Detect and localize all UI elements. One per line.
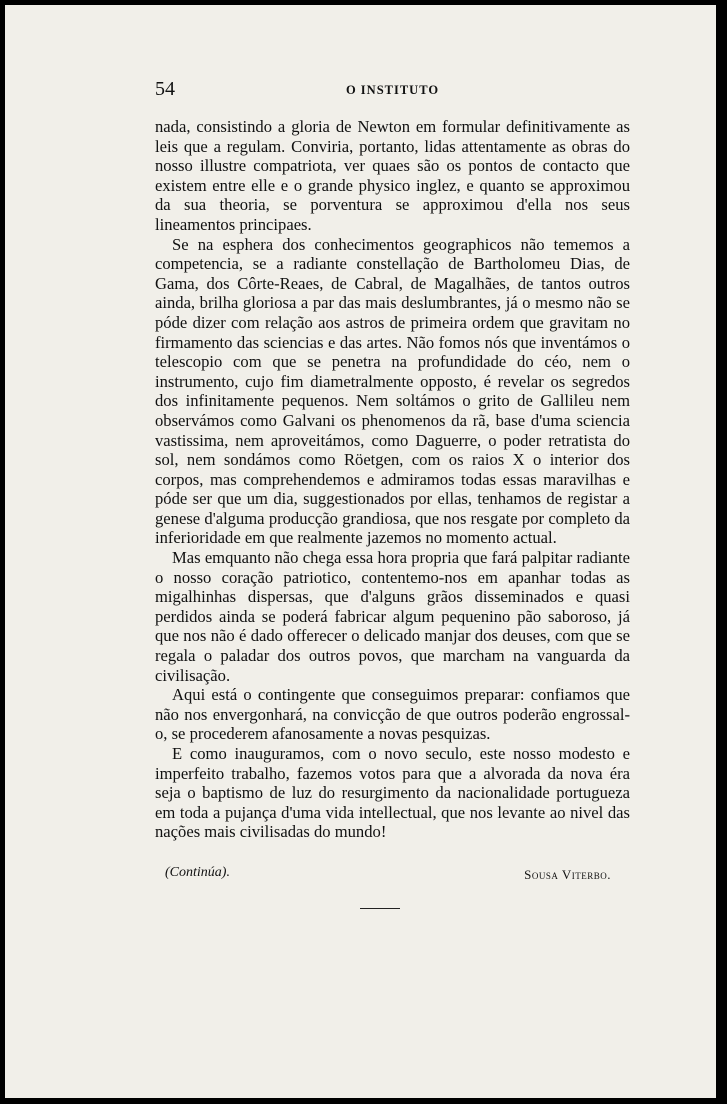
paragraph-2: Se na esphera dos conhecimentos geographicos não tememos a competencia, se a radiante constellação de Bartholomeu Dias, de Gama, dos Côrte-Reaes, de Cabral, de Magalhães, de tantos outros ainda, brilha gloriosa a par das mais deslumbrantes, já o mesmo não se póde dizer com relação aos astros de primeira ordem que gravitam no firmamento das sciencias e das artes. Não fomos nós que inventámos o telescopio com que se penetra na profundidade do céo, nem o instrumento, cujo fim diametralmente opposto, é revelar os segredos dos infinitamente pequenos. Nem soltámos o grito de Gallileu nem observámos como Galvani os phenomenos da rã, base d'uma sciencia vastissima, nem aproveitámos, como Daguerre, o poder retratista do sol, nem sondámos como Röetgen, com os raios X o interior dos corpos, mas comprehendemos e admiramos todas essas maravilhas e póde ser que um dia, suggestionados por ellas, tenhamos de registar a genese d'alguma producção grandiosa, que nos resgate por completo da inferioridade em que realmente jazemos no momento actual. xyxy=(155,234,630,548)
book-page xyxy=(5,5,716,1098)
paragraph-3: Mas emquanto não chega essa hora propria que fará palpitar radiante o nosso coração patriotico, contentemo-nos em apanhar todas as migalhinhas dispersas, que d'alguns grãos disseminados e quasi perdidos ainda se poderá fabricar algum pequenino pão saboroso, já que nos não é dado offerecer o delicado manjar dos deuses, com que se regala o paladar dos outros povos, que marcham na vanguarda da civilisação. xyxy=(155,548,630,685)
paragraph-5: E como inauguramos, com o novo seculo, este nosso modesto e imperfeito trabalho, fazemos votos para que a alvorada da nova éra seja o baptismo de luz do resurgimento da nacionalidade portugueza em toda a pujança d'uma vida intellectual, que nos levante ao nivel das nações mais civilisadas do mundo! xyxy=(155,744,630,842)
author-name: Sousa Viterbo. xyxy=(524,867,611,882)
article-body xyxy=(155,117,630,842)
running-title: O INSTITUTO xyxy=(345,83,440,97)
paragraph-1: nada, consistindo a gloria de Newton em formular definitivamente as leis que a regulam. Conviria, portanto, lidas attentamente as obras do nosso illustre compatriota, ver quaes são os pontos de contacto que existem entre elle e o grande physico inglez, e quanto se approximou da sua theoria, se porventura se approximou d'ella nos seus lineamentos principaes. xyxy=(155,117,630,234)
signoff xyxy=(165,865,611,887)
paragraph-4: Aqui está o contingente que conseguimos preparar: confiamos que não nos envergonhará, na convicção de que outros poderão engrossal-o, se procederem afanosamente a novas pesquizas. xyxy=(155,685,630,744)
page-number: 54 xyxy=(155,78,175,100)
closing-rule-divider xyxy=(360,908,400,909)
page-header xyxy=(155,78,630,102)
continua-note: (Continúa). xyxy=(165,865,230,880)
